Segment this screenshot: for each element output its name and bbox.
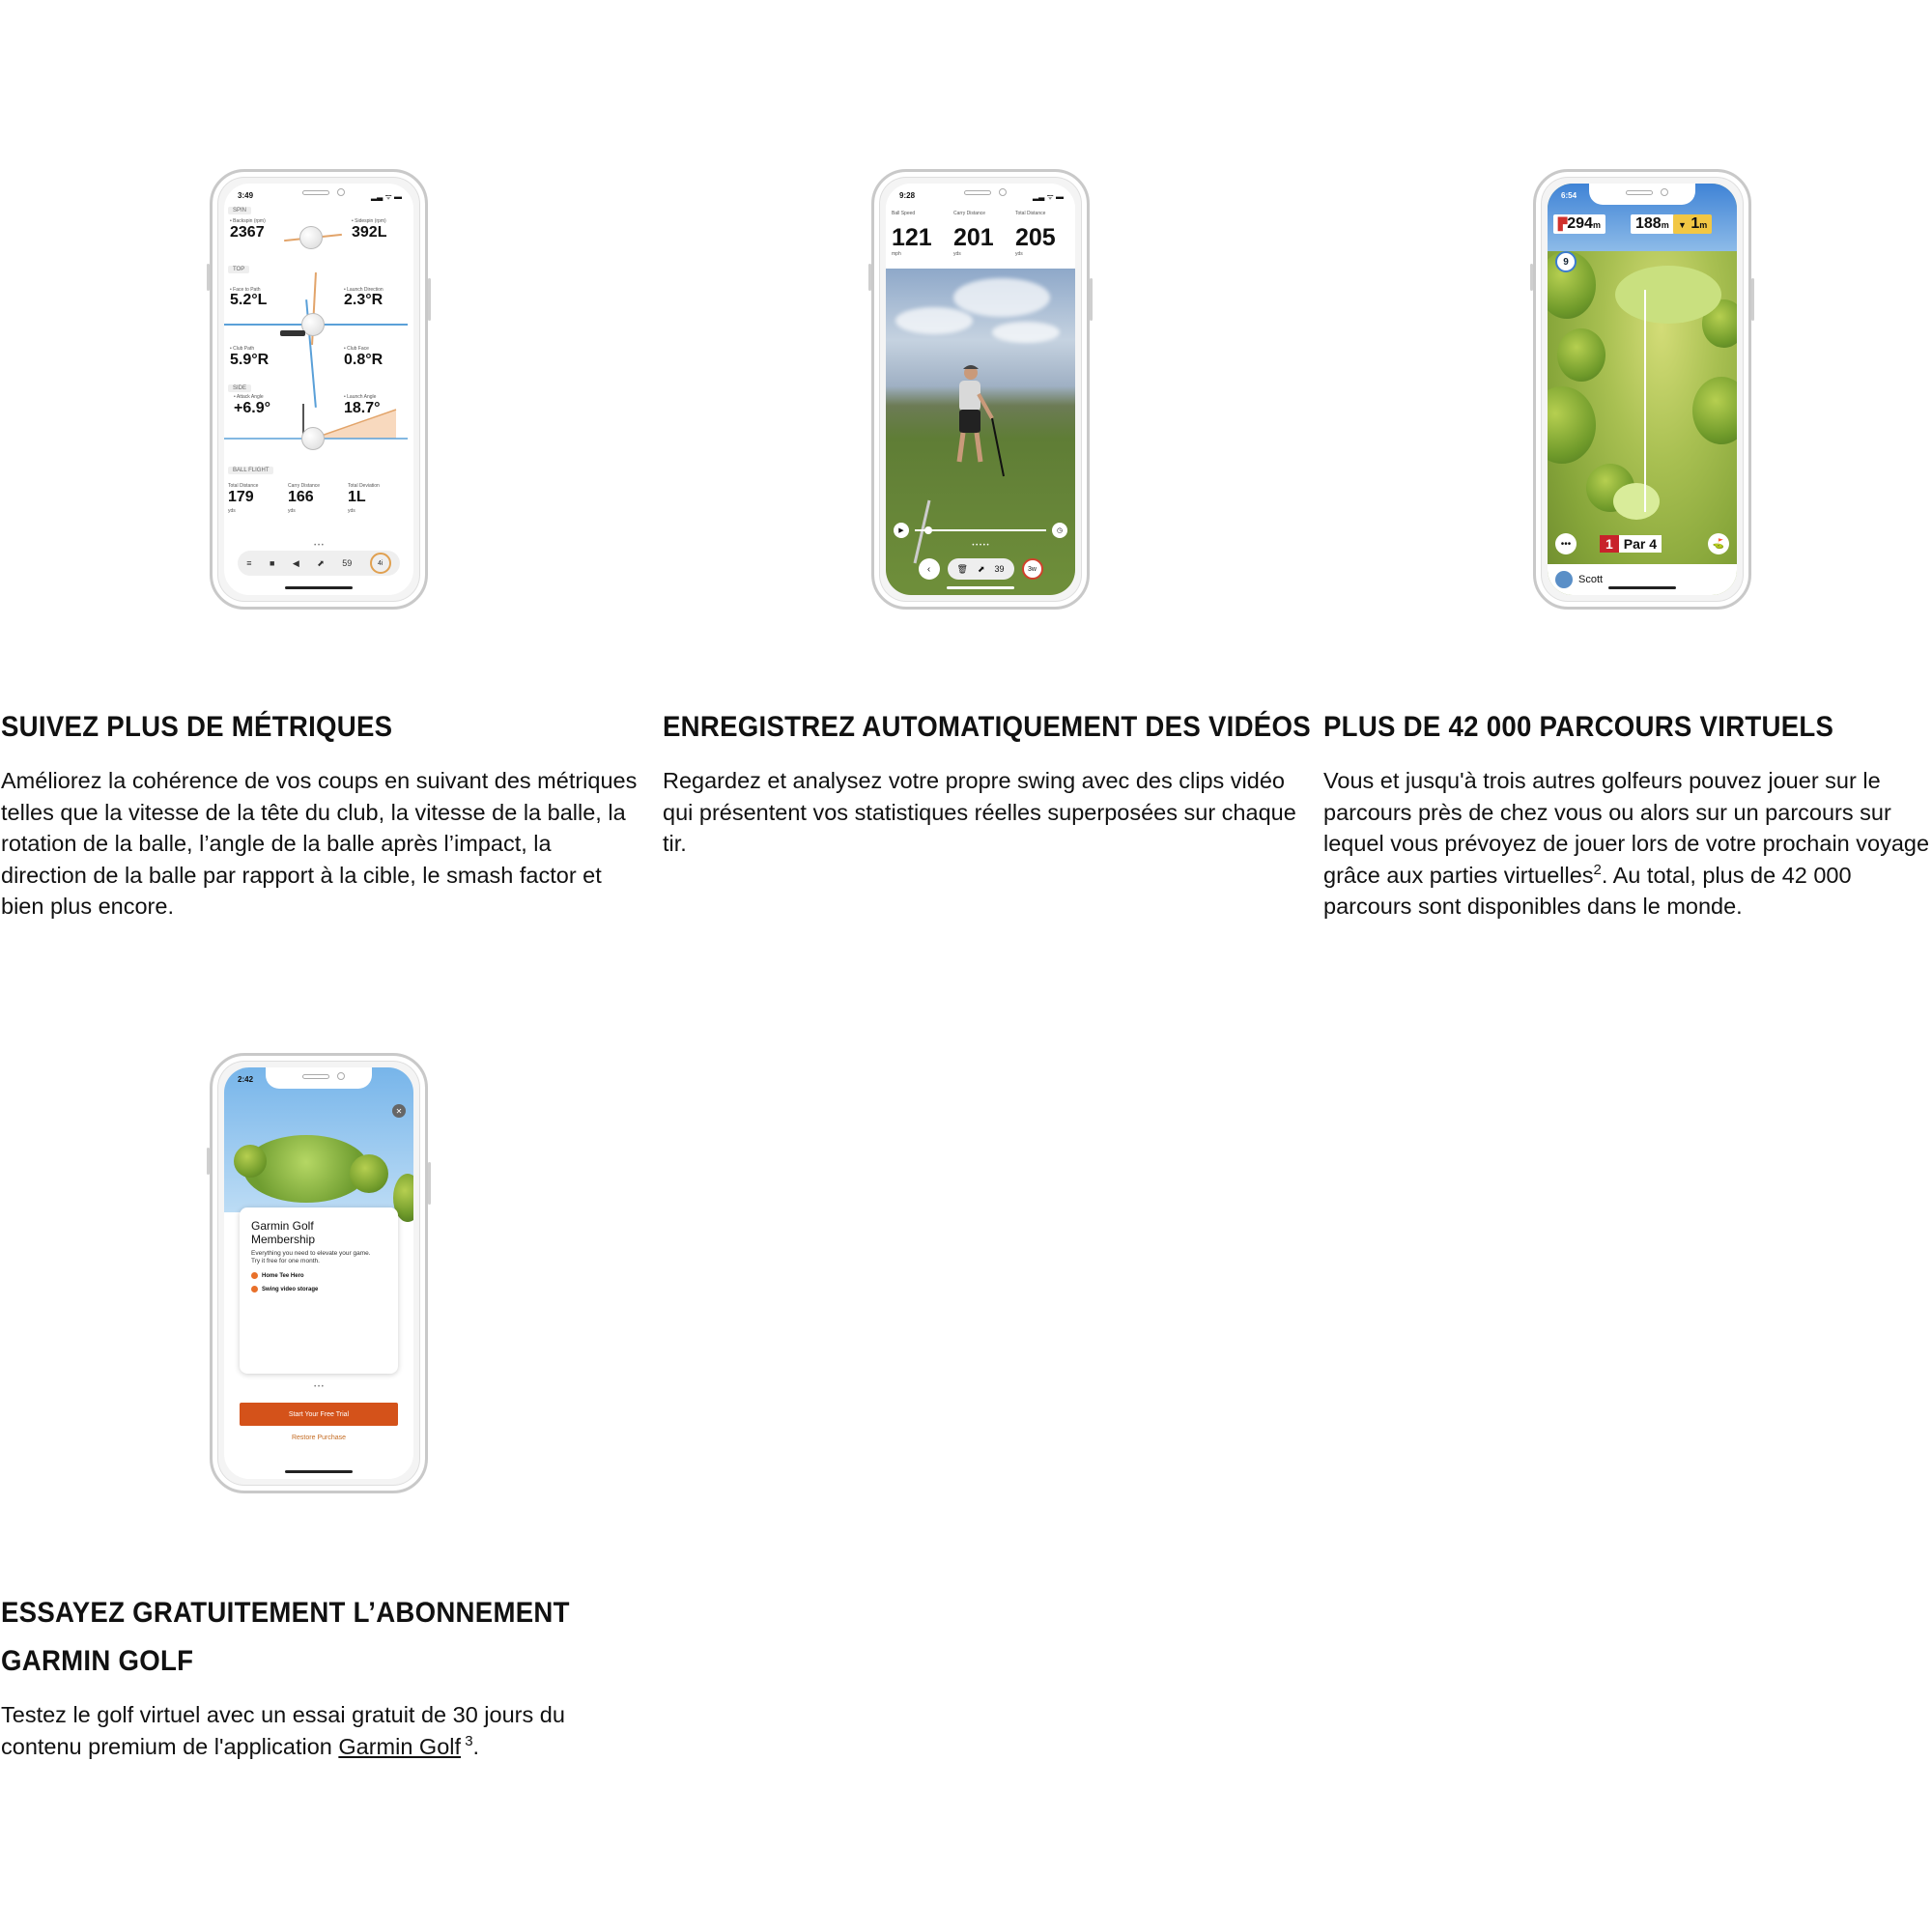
membership-desc-line2: Try it free for one month.	[251, 1258, 320, 1264]
side-ball-icon	[301, 427, 325, 450]
feature-body: Testez le golf virtuel avec un essai gratuit de 30 jours du contenu premium de l'application Garmin Golf $^3$.	[1, 1702, 565, 1759]
shot-count: 39	[994, 564, 1005, 574]
ball-flight-section-label: BALL FLIGHT	[228, 467, 273, 474]
phone-video-screenshot	[871, 169, 1090, 610]
launch-angle-value: 18.7°	[344, 400, 381, 416]
sidespin-label: • Sidespin (rpm)	[352, 218, 386, 224]
feature-body: Vous et jusqu'à trois autres golfeurs pouvez jouer sur le parcours près de chez vous ou alors sur un parcours sur lequel vous prévoyez de jouer lors de votre prochain voyage grâce aux parties virtuelles$^2$. Au total, plus de 42 000 parcours sont disponibles dans le monde.	[1323, 768, 1930, 919]
side-button	[868, 264, 871, 291]
total-deviation-label: Total Deviation	[348, 483, 380, 489]
feature-body: Améliorez la cohérence de vos coups en suivant des métriques telles que la vitesse de la tête du club, la vitesse de la balle, la rotation de la balle, l’angle de la balle après l’impact, la direction de la balle par rapport à la cible, le smash factor et bien plus encore.	[1, 768, 638, 919]
backspin-value: 2367	[230, 224, 265, 241]
play-icon[interactable]: ▶	[894, 523, 909, 538]
launch-direction-label: • Launch Direction	[344, 287, 384, 293]
total-distance-unit: yds	[228, 508, 236, 514]
total-distance-value: 179	[228, 489, 254, 505]
video-toolbar	[886, 558, 1075, 580]
membership-screen	[224, 1067, 413, 1479]
wind-indicator[interactable]: 9	[1555, 251, 1577, 272]
attack-angle-value: +6.9°	[234, 400, 270, 416]
check-icon	[251, 1272, 258, 1279]
feature-membership	[1, 1589, 639, 1762]
scrubber-track[interactable]	[915, 529, 1046, 531]
feature-virtual-courses	[1323, 703, 1932, 923]
footnote-ref[interactable]: 2	[1593, 861, 1602, 878]
total-distance-value: 205	[1015, 224, 1056, 251]
fairway	[1615, 266, 1721, 324]
aim-line	[1644, 290, 1646, 512]
club-head-icon	[280, 330, 305, 336]
total-distance-unit: yds	[1015, 251, 1023, 257]
flag-icon: ▛	[1558, 217, 1568, 231]
feature-title: ENREGISTREZ AUTOMATIQUEMENT DES VIDÉOS	[663, 711, 1311, 743]
avatar	[1555, 571, 1573, 588]
video-scrubber[interactable]	[894, 522, 1067, 539]
club-selector-button[interactable]: 4i	[370, 553, 391, 574]
club-face-value: 0.8°R	[344, 352, 384, 368]
total-distance-label: Total Distance	[228, 483, 259, 489]
shot-count: 59	[342, 558, 353, 568]
distance-alt: ▼ 1m	[1673, 214, 1712, 234]
spin-section-label: SPIN	[228, 207, 251, 214]
club-path-label: • Club Path	[230, 346, 255, 352]
membership-title-line2: Membership	[251, 1233, 316, 1246]
video-screen	[886, 184, 1075, 595]
status-icons: ▂▃ ᯤ ▬	[1032, 192, 1064, 201]
sound-icon[interactable]: ◀	[292, 557, 299, 568]
status-time: 9:28	[899, 191, 916, 200]
side-button	[428, 278, 431, 321]
hole-par: Par 4	[1619, 535, 1662, 553]
phone-course-screenshot	[1533, 169, 1751, 610]
face-to-path-value: 5.2°L	[230, 292, 268, 308]
membership-desc-line1: Everything you need to elevate your game.	[251, 1250, 371, 1257]
page-dots: • • •	[314, 1384, 324, 1390]
total-deviation-unit: yds	[348, 508, 355, 514]
side-button	[1530, 264, 1533, 291]
tree	[350, 1154, 388, 1193]
launch-direction-value: 2.3°R	[344, 292, 384, 308]
total-deviation-value: 1L	[348, 489, 366, 505]
check-icon	[251, 1286, 258, 1293]
phone-notch	[266, 1067, 372, 1089]
close-icon[interactable]: ✕	[392, 1104, 406, 1118]
side-button	[428, 1162, 431, 1205]
side-button	[1090, 278, 1093, 321]
start-free-trial-button[interactable]: Start Your Free Trial	[240, 1403, 398, 1426]
ball-speed-value: 121	[892, 224, 932, 251]
video-icon[interactable]: ■	[269, 558, 275, 568]
distance-center: 188m	[1631, 214, 1674, 234]
scorecard-bar[interactable]	[1548, 564, 1737, 595]
metrics-screen	[224, 184, 413, 595]
status-time: 6:54	[1561, 191, 1577, 200]
course-view[interactable]	[1548, 184, 1737, 595]
attack-angle-label: • Attack Angle	[234, 394, 264, 400]
status-icons: ▂▃ ᯤ ▬	[370, 192, 402, 201]
shot-toolbar	[238, 551, 400, 576]
more-options-button[interactable]: •••	[1555, 533, 1577, 554]
membership-title-line1: Garmin Golf	[251, 1219, 314, 1233]
distance-to-flag: ▛294m	[1553, 214, 1605, 234]
page-dots: • • •	[314, 543, 324, 549]
side-button	[207, 1148, 210, 1175]
back-icon[interactable]: ‹	[919, 558, 940, 580]
carry-distance-unit: yds	[288, 508, 296, 514]
course-screen	[1548, 184, 1737, 595]
club-path-value: 5.9°R	[230, 352, 270, 368]
spin-ball-icon	[299, 226, 323, 249]
player-name: Scott	[1578, 574, 1604, 585]
side-button	[207, 264, 210, 291]
hole-number: 1	[1600, 535, 1619, 553]
face-to-path-label: • Face to Path	[230, 287, 261, 293]
carry-distance-value: 201	[953, 224, 994, 251]
tree	[1692, 377, 1737, 444]
ball-speed-label: Ball Speed	[892, 211, 916, 216]
carry-distance-label: Carry Distance	[288, 483, 321, 489]
feature-body: Regardez et analysez votre propre swing avec des clips vidéo qui présentent vos statistiques réelles superposées sur chaque tir.	[663, 768, 1296, 856]
feature-video	[663, 703, 1311, 860]
home-indicator	[285, 586, 353, 589]
hole-info	[1600, 535, 1662, 553]
home-indicator	[1608, 586, 1676, 589]
garmin-golf-link[interactable]: Garmin Golf	[338, 1733, 462, 1759]
ball-speed-unit: mph	[892, 251, 901, 257]
status-time: 2:42	[238, 1075, 254, 1084]
footnote-ref[interactable]: 3	[461, 1732, 473, 1749]
phone-notch	[266, 184, 372, 205]
tree	[1548, 386, 1596, 464]
carry-distance-value: 166	[288, 489, 314, 505]
phone-membership-screenshot	[210, 1053, 428, 1493]
feature-title: PLUS DE 42 000 PARCOURS VIRTUELS	[1323, 711, 1834, 743]
club-face-label: • Club Face	[344, 346, 369, 352]
sidespin-value: 392L	[352, 224, 387, 241]
video-actions	[948, 558, 1014, 580]
home-indicator	[947, 586, 1014, 589]
menu-icon[interactable]: ≡	[246, 558, 252, 568]
side-button	[1751, 278, 1754, 321]
tree	[1557, 328, 1605, 382]
delete-icon[interactable]: 🗑	[956, 563, 968, 574]
membership-card	[240, 1208, 398, 1374]
club-selector-button[interactable]: 3w	[1022, 558, 1043, 580]
feature-title-line2: GARMIN GOLF	[1, 1645, 194, 1677]
carry-distance-label: Carry Distance	[953, 211, 986, 216]
share-icon[interactable]: ⬈	[977, 563, 985, 574]
share-icon[interactable]: ⬈	[317, 557, 325, 568]
benefit-item: Home Tee Hero	[251, 1272, 386, 1279]
phone-notch	[1589, 184, 1695, 205]
feature-title: SUIVEZ PLUS DE MÉTRIQUES	[1, 711, 393, 743]
launch-angle-label: • Launch Angle	[344, 394, 377, 400]
tee-box	[1613, 483, 1660, 520]
scrubber-handle[interactable]	[924, 526, 932, 534]
top-section-label: TOP	[228, 266, 249, 273]
benefit-item: Swing video storage	[251, 1286, 386, 1293]
timer-icon[interactable]: ◷	[1052, 523, 1067, 538]
carry-distance-unit: yds	[953, 251, 961, 257]
backspin-label: • Backspin (rpm)	[230, 218, 266, 224]
home-indicator	[285, 1470, 353, 1473]
phone-notch	[927, 184, 1034, 205]
side-section-label: SIDE	[228, 384, 251, 392]
feature-title-line1: ESSAYEZ GRATUITEMENT L’ABONNEMENT	[1, 1597, 570, 1629]
phone-metrics-screenshot	[210, 169, 428, 610]
page-dots: • • • • •	[972, 543, 989, 549]
restore-purchase-link[interactable]: Restore Purchase	[291, 1435, 347, 1441]
total-distance-label: Total Distance	[1015, 211, 1046, 216]
status-time: 3:49	[238, 191, 254, 200]
green-view-icon[interactable]: ⛳	[1708, 533, 1729, 554]
feature-metrics	[1, 703, 639, 923]
tree	[234, 1145, 267, 1178]
